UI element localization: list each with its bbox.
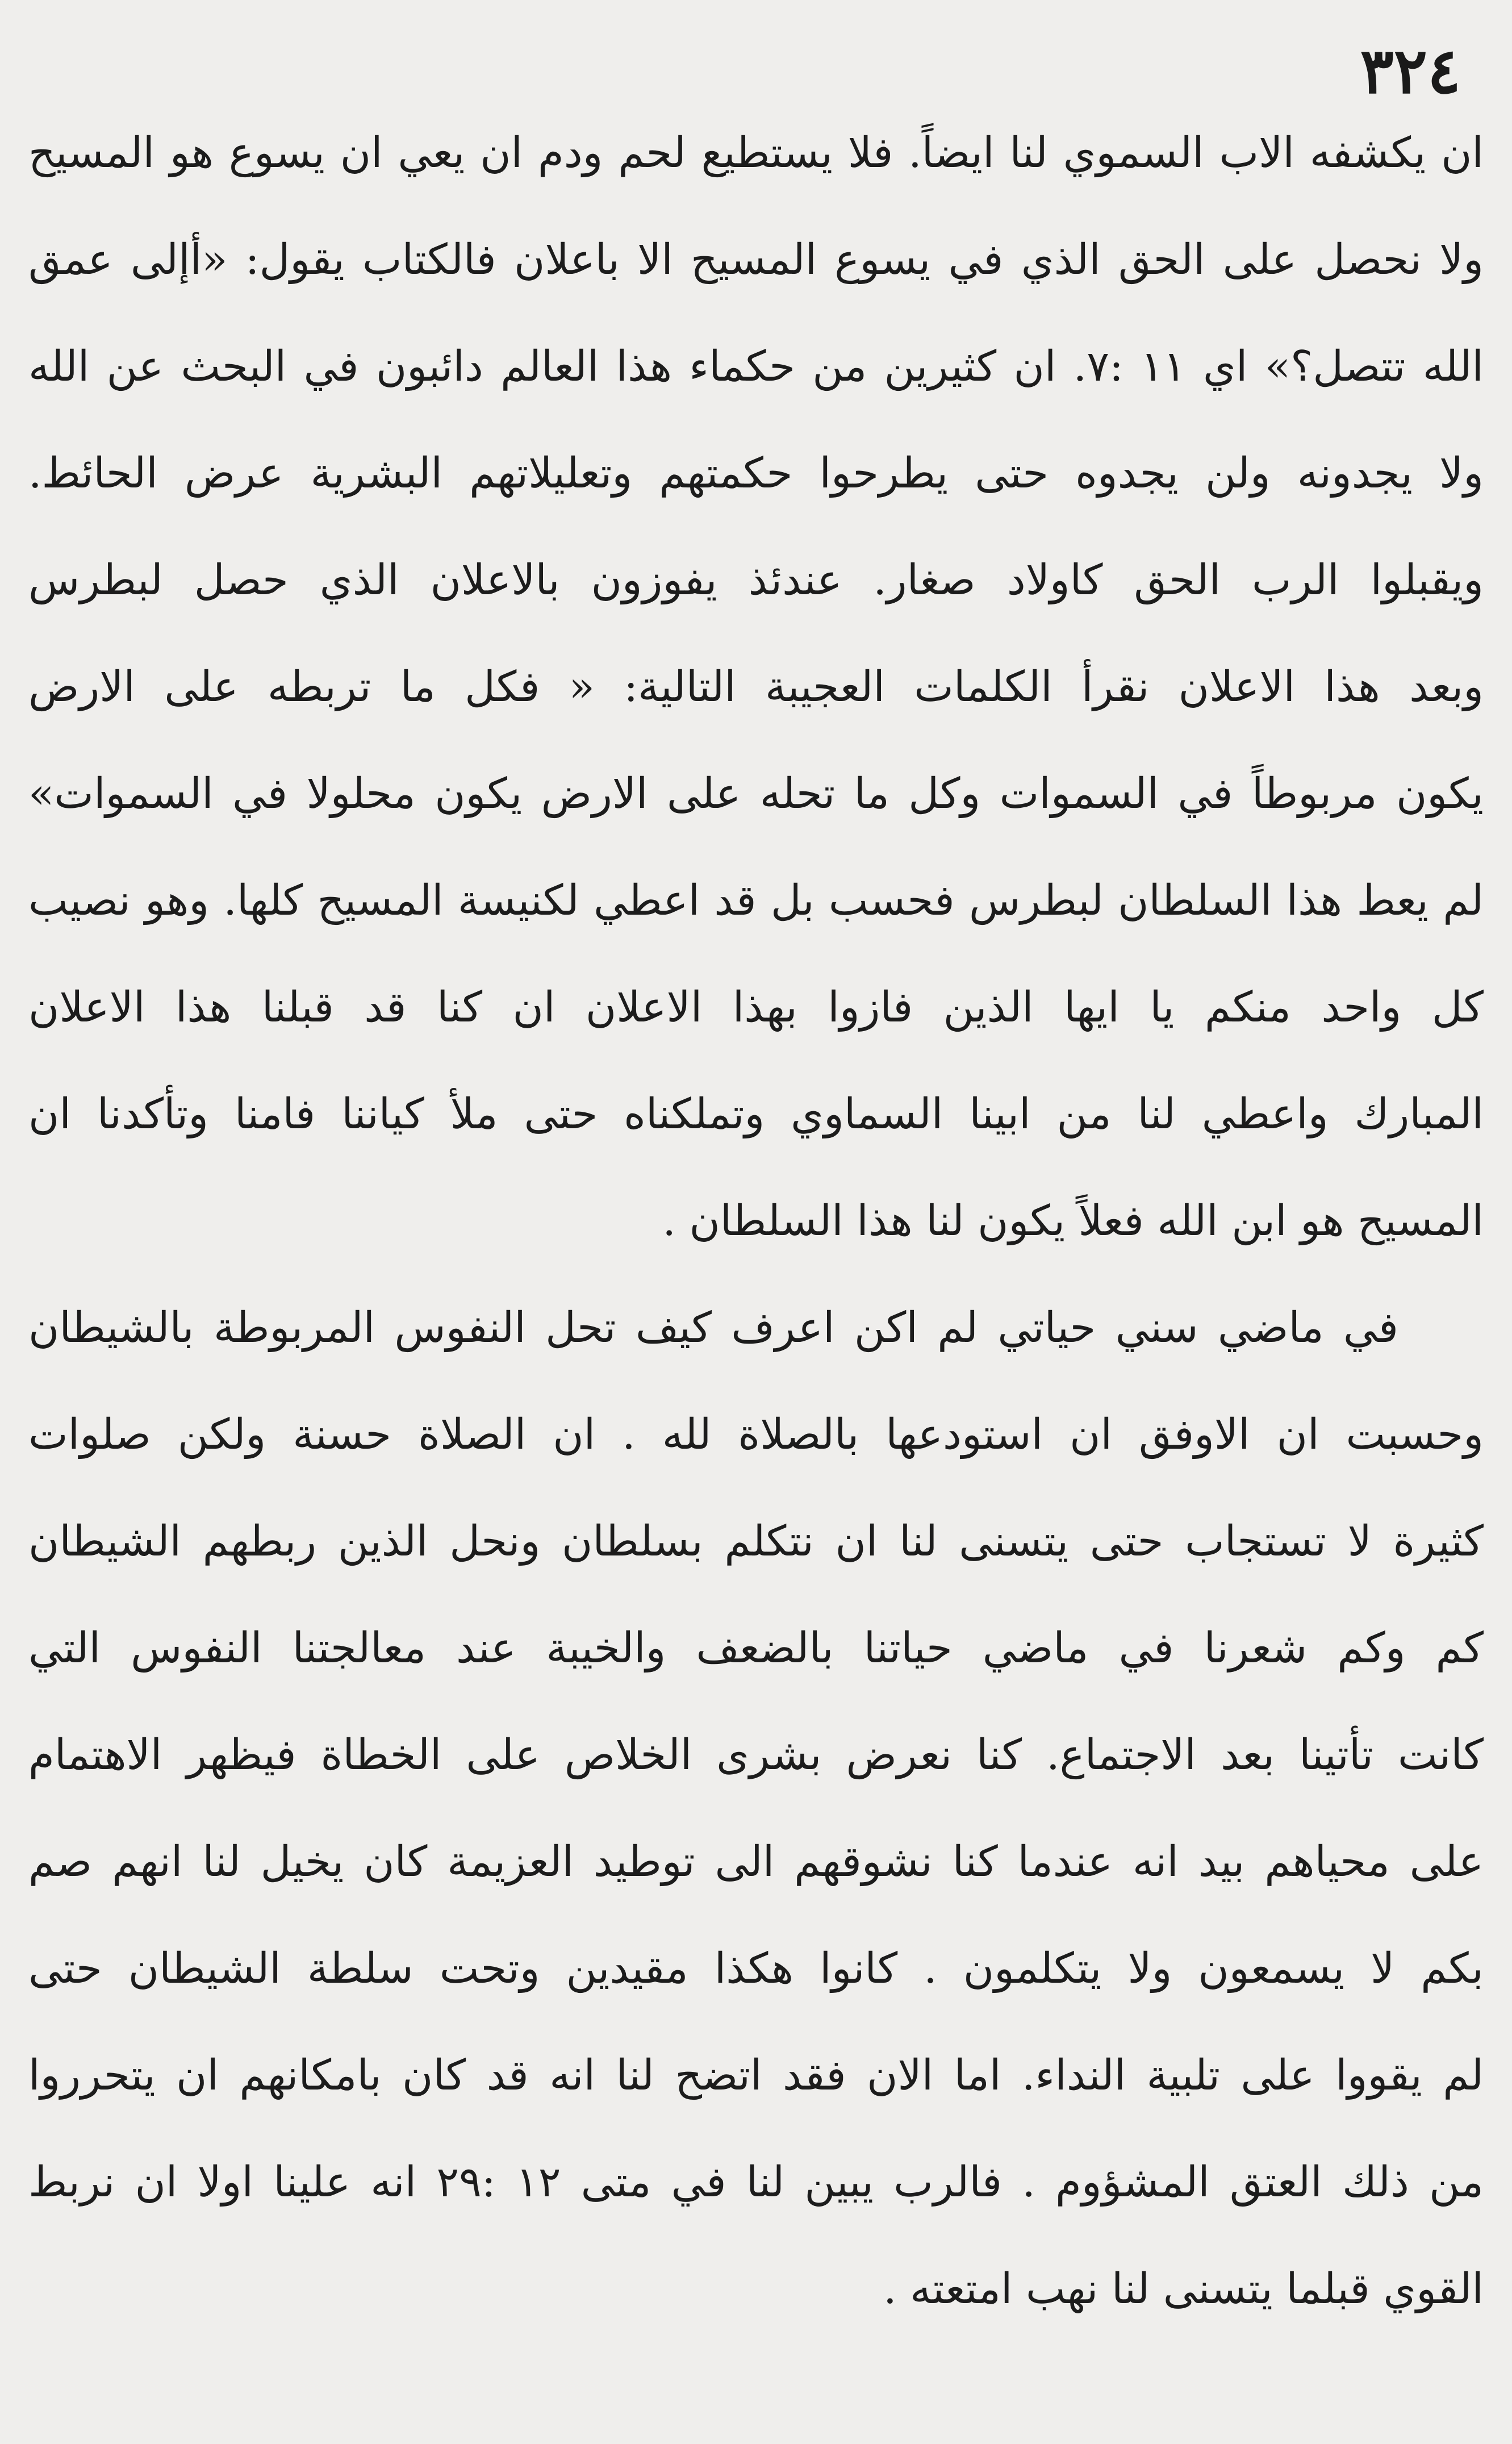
text-line: كل واحد منكم يا ايها الذين فازوا بهذا الاعلان ان كنا قد قبلنا هذا الاعلان (28, 983, 1484, 1032)
text-line: المبارك واعطي لنا من ابينا السماوي وتملكناه حتى ملأ كياننا فامنا وتأكدنا ان (28, 1090, 1484, 1138)
text-line: وحسبت ان الاوفق ان استودعها بالصلاة لله . ان الصلاة حسنة ولكن صلوات (28, 1410, 1484, 1459)
page-number: ٣٢٤ (1360, 34, 1461, 107)
text-line: في ماضي سني حياتي لم اكن اعرف كيف تحل النفوس المربوطة بالشيطان (28, 1303, 1398, 1352)
text-line: الله تتصل؟» اي ١١ :٧. ان كثيرين من حكماء هذا العالم دائبون في البحث عن الله (28, 342, 1484, 391)
text-line: كثيرة لا تستجاب حتى يتسنى لنا ان نتكلم بسلطان ونحل الذين ربطهم الشيطان (28, 1517, 1484, 1566)
body-text (28, 99, 1484, 2342)
text-line: لم يعط هذا السلطان لبطرس فحسب بل قد اعطي لكنيسة المسيح كلها. وهو نصيب (28, 876, 1484, 925)
text-line: بكم لا يسمعون ولا يتكلمون . كانوا هكذا مقيدين وتحت سلطة الشيطان حتى (28, 1944, 1484, 1993)
text-line: ان يكشفه الاب السموي لنا ايضاً. فلا يستطيع لحم ودم ان يعي ان يسوع هو المسيح (28, 128, 1484, 177)
text-line: وبعد هذا الاعلان نقرأ الكلمات العجيبة التالية: « فكل ما تربطه على الارض (28, 662, 1484, 711)
text-line: المسيح هو ابن الله فعلاً يكون لنا هذا السلطان . (662, 1196, 1484, 1245)
text-line: لم يقووا على تلبية النداء. اما الان فقد اتضح لنا انه قد كان بامكانهم ان يتحرروا (28, 2051, 1484, 2100)
text-line: على محياهم بيد انه عندما كنا نشوقهم الى توطيد العزيمة كان يخيل لنا انهم صم (28, 1837, 1484, 1886)
text-line: كم وكم شعرنا في ماضي حياتنا بالضعف والخيبة عند معالجتنا النفوس التي (28, 1624, 1484, 1673)
text-line: ولا يجدونه ولن يجدوه حتى يطرحوا حكمتهم وتعليلاتهم البشرية عرض الحائط. (28, 449, 1484, 498)
text-line: من ذلك العتق المشؤوم . فالرب يبين لنا في متى ١٢ :٢٩ انه علينا اولا ان نربط (28, 2158, 1484, 2207)
text-line: يكون مربوطاً في السموات وكل ما تحله على الارض يكون محلولا في السموات» (28, 769, 1484, 818)
text-line: ويقبلوا الرب الحق كاولاد صغار. عندئذ يفوزون بالاعلان الذي حصل لبطرس (28, 556, 1484, 604)
text-line: القوي قبلما يتسنى لنا نهب امتعته . (883, 2264, 1484, 2313)
text-line: ولا نحصل على الحق الذي في يسوع المسيح الا باعلان فالكتاب يقول: «أإلى عمق (28, 235, 1484, 284)
text-line: كانت تأتينا بعد الاجتماع. كنا نعرض بشرى الخلاص على الخطاة فيظهر الاهتمام (28, 1730, 1484, 1779)
